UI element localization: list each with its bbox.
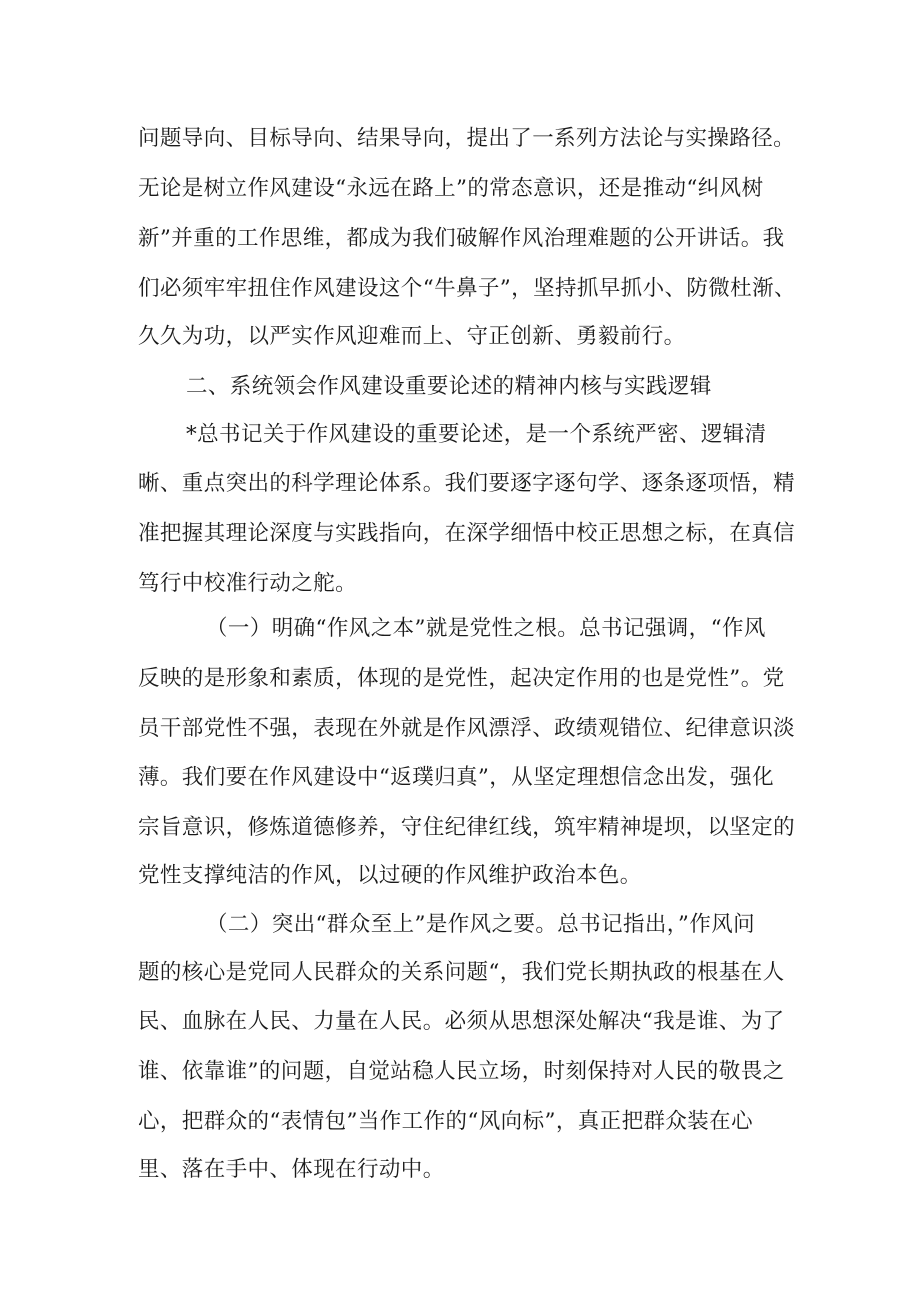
text-line: 笃行中校准行动之舵。 (138, 571, 358, 596)
subsection-paragraph-start: （一）明确“作风之本”就是党性之根。总书记强调，“作风 (206, 616, 766, 641)
text-line: 民、血脉在人民、力量在人民。必须从思想深处解决“我是谁、为了 (138, 1009, 785, 1034)
section-heading: 二、系统领会作风建设重要论述的精神内核与实践逻辑 (186, 374, 712, 399)
text-line: 心，把群众的“表情包”当作工作的“风向标”，真正把群众装在心 (138, 1109, 753, 1134)
text-line: 反映的是形象和素质，体现的是党性，起决定作用的也是党性”。党 (138, 666, 785, 691)
text-line: 党性支撑纯洁的作风，以过硬的作风维护政治本色。 (138, 863, 642, 888)
text-line: 晰、重点突出的科学理论体系。我们要逐字逐句学、逐条逐项悟，精 (138, 471, 796, 496)
subsection-paragraph-start: （二）突出“群众至上”是作风之要。总书记指出，”作风问 (206, 912, 756, 937)
text-line: 题的核心是党同人民群众的关系问题“，我们党长期执政的根基在人 (138, 960, 785, 985)
text-line: 们必须牢牢扭住作风建设这个“牛鼻子”，坚持抓早抓小、防微杜渐、 (138, 276, 796, 301)
text-line: *总书记关于作风建设的重要论述，是一个系统严密、逻辑清 (186, 422, 767, 447)
text-line: 宗旨意识，修炼道德修养，守住纪律红线，筑牢精神堤坝，以坚定的 (138, 815, 796, 840)
text-line: 准把握其理论深度与实践指向，在深学细悟中校正思想之标，在真信 (138, 521, 796, 546)
text-line: 无论是树立作风建设“永远在路上”的常态意识，还是推动“纠风树 (138, 176, 764, 201)
text-line: 问题导向、目标导向、结果导向，提出了一系列方法论与实操路径。 (138, 126, 796, 151)
text-line: 员干部党性不强，表现在外就是作风漂浮、政绩观错位、纪律意识淡 (138, 716, 796, 741)
text-line: 薄。我们要在作风建设中“返璞归真”，从坚定理想信念出发，强化 (138, 765, 774, 790)
text-line: 新”并重的工作思维，都成为我们破解作风治理难题的公开讲话。我 (138, 226, 785, 251)
text-line: 谁、依靠谁”的问题，自觉站稳人民立场，时刻保持对人民的敬畏之 (138, 1059, 785, 1084)
text-line: 久久为功，以严实作风迎难而上、守正创新、勇毅前行。 (138, 324, 686, 349)
text-line: 里、落在手中、体现在行动中。 (138, 1157, 445, 1182)
